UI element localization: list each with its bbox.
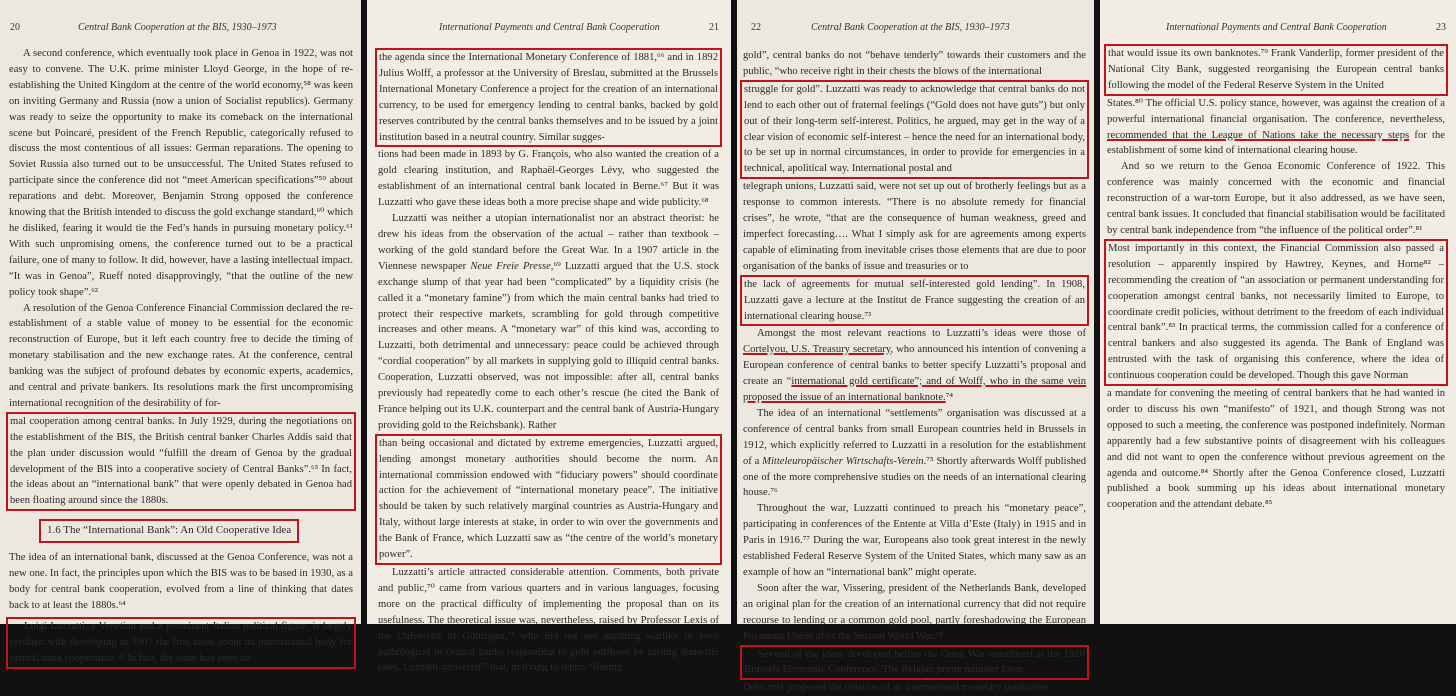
highlight-box: mal cooperation among central banks. In July 1929, during the negotiations on the establishment of the BIS, the British central banker Charles Addis said that the plan under discussion would “fulfill the dream of Genoa by the gradual development of the BIS into a cooperative society of Central Banks”.⁶³ In fact, the ideas about an “international bank” that were openly debated in Genoa had been floating around since the 1880s. — [6, 412, 356, 511]
paragraph — [1107, 96, 1445, 160]
italic-text: Neue Freie Presse — [470, 260, 551, 272]
highlight-box: Most importantly in this context, the Financial Commission also passed a resolution – apparently inspired by Hawtrey, Keynes, and Horne⁸² – recommending the creation of “an association or permanent understanding for cooperation amongst central banks, not necessarily limited to Europe, to coordinate credit policies, without detriment to the freedom of each individual central bank”.⁸³ In practical terms, the commission called for a conference of central bankers and also suggested its agenda. The Bank of England was entrusted with the task of organising this conference, where the idea of continuous cooperation could be developed. Though this gave Norman — [1104, 239, 1448, 386]
highlight-box: the lack of agreements for mutual self-interested gold lending”. In 1908, Luzzatti gave a lecture at the Institut de France suggesting the creation of an international clearing house.⁷³ — [740, 275, 1089, 327]
paragraph: A resolution of the Genoa Conference Financial Commission declared the re-establishment of a stable value of money to be essential for the economic reconstruction of Europe, but it left each country free to decide the timing of monetary stabilisation and the new exchange rates. At the conference, central banking was the subject of profound debates by economic experts, academics, and central and private bankers. Its resolutions mark the first uncompromising international recognition of the desirability of for- — [9, 302, 353, 409]
running-title: Central Bank Cooperation at the BIS, 1930–1973 — [811, 22, 1010, 33]
page-body — [1107, 44, 1445, 624]
paragraph: a mandate for convening the meeting of central bankers that he had wanted in order to discuss his own “manifesto” of 1921, and though Strong was not opposed to such a meeting, the conference was postponed indefinitely. Norman apparently had a few substantive points of disagreement with his colleagues and did not want to open the conference without previous agreement on the agenda and outcome.⁸⁴ Shortly after the Genoa Conference closed, Luzzatti published a book summing up his ideas about international monetary cooperation and the attendant debate.⁸⁵ — [1107, 388, 1445, 511]
text-run: Amongst the most relevant reactions to Luzzatti’s ideas were those of — [757, 328, 1086, 340]
page-body — [743, 48, 1087, 694]
paragraph: And so we return to the Genoa Economic Conference of 1922. This conference was mainly concerned with the economic and financial reconstruction of a war-torn Europe, but it also addressed, as we have seen, central bank issues. It concluded that financial stabilisation would be facilitated by central bank independence from “the influence of the political order”.⁸¹ — [1107, 161, 1445, 236]
paragraph: The idea of an international bank, discussed at the Genoa Conference, was not a new one. In fact, the principles upon which the BIS was to be based in 1930, as a body for central bank cooperation, evolved from a line of thinking that dates back to at least the 1880s.⁶⁴ — [9, 552, 353, 611]
italic-text: Mitteleuropäischer Wirtschafts-Verein — [762, 455, 924, 467]
page-22 — [737, 0, 1094, 694]
page-body — [378, 48, 720, 674]
running-title: International Payments and Central Bank Cooperation — [1166, 22, 1387, 33]
page-21 — [367, 0, 731, 674]
paragraph: Throughout the war, Luzzatti continued to preach his “monetary peace”, participating in conferences of the Entente at Villa d’Este (Italy) in 1915 and in Paris in 1916.⁷⁷ During the war, Europeans also took great interest in the newly established Federal Reserve System of the United States, which many saw as an example of how an “international bank” might operate. — [743, 503, 1086, 578]
paragraph: Soon after the war, Vissering, president of the Netherlands Bank, developed an original plan for the creation of an international currency that did not require recourse to lending or a common gold pool, partly foreshadowing the European Payments Union after the Second World War.⁷⁸ — [743, 582, 1086, 642]
underlined-text: international gold certificate”; and of Wolff, who in the same vein proposed the issue of an international banknote. — [743, 376, 1087, 404]
text-run: for the establishment of some kind of international clearing house. — [1107, 129, 1445, 157]
highlight-box: Several of the ideas developed before the Great War resurfaced at the 1920 Brussels Economic Conference. The Belgian prime minister Léon — [740, 645, 1089, 681]
running-title: International Payments and Central Bank Cooperation — [439, 22, 660, 33]
page-number: 23 — [1436, 22, 1446, 33]
underlined-text: Cortelyou, U.S. Treasury secretary — [743, 344, 891, 356]
paragraph — [378, 211, 719, 434]
highlight-box: than being occasional and dictated by extreme emergencies, Luzzatti argued, lending amongst monetary authorities should become the norm. An international commission endowed with “fiduciary powers” should coordinate action for the achievement of “international monetary peace”. The initiative should be taken by such relatively marginal countries as Austria-Hungary and Italy, without large interests at stake, in order to win over the governments and the Bank of France, which Luzzatti saw as “the centre of the world’s monetary power”. — [375, 434, 722, 565]
page-20 — [0, 0, 361, 664]
highlight-box: the agenda since the International Monetary Conference of 1881,⁶⁶ and in 1892 Julius Wolff, a professor at the University of Breslau, submitted at the Brussels International Monetary Conference a project for the creation of an international currency, to be used for emergency lending to central banks, backed by gold reserves contributed by the central banks themselves and to be issued by a joint institution based in a neutral country. Similar sugges- — [375, 48, 722, 147]
text-run: .⁷⁵ Shortly afterwards Wolff published one of the more comprehensive studies on the needs of an international clearing house.⁷⁶ — [743, 455, 1086, 499]
paragraph: Luzzatti’s article attracted considerable attention. Comments, both private and public,⁷⁰ came from various quarters and in various languages, focusing more on the practical difficulty of implementing the proposal than on its usefulness. The theoretical issue was, nevertheless, raised by Professor Lexis of the University of Göttingen,⁷¹ who did not see anything warlike or even pathological in central banks responding to gold outflows by raising domestic rates. Luzzatti answered⁷² that, in trying to retain “fleeing — [378, 567, 719, 674]
paragraph: tions had been made in 1893 by G. François, who also wanted the creation of a gold clearing institution, and Raphaël-Georges Lévy, who suggested the establishment of an international central bank located in Berne.⁶⁷ But it was Luzzatti who gave these ideas both a more precise shape and wide publicity.⁶⁸ — [378, 149, 719, 209]
highlight-box: Luigi Luzzatti, a Venetian and a prominent Italian political figure, is largely credited with developing in 1907 the first ideas about an international body for central bank cooperation.⁶⁵ In fact, the issue had been on — [6, 617, 356, 669]
underlined-text: recommended that the League of Nations take the necessary steps — [1107, 129, 1410, 141]
text-run: , who announced his intention of convening a European conference of central banks to better specify Luzzatti’s proposal and create an “ — [743, 344, 1086, 388]
paragraph: telegraph unions, Luzzatti said, were not set up out of brotherly feelings but as a response to common interests. “There is no absolute remedy for financial crises”, he wrote, “that are the consequence of human weakness, greed and imperfect forecasting…. What I simply ask for are agreements among experts capable of eliminating from inevitable crises those elements that are due to poor organisation of the banks of issue and treasuries or to — [743, 181, 1086, 272]
text-run: Luzzatti was neither a utopian internationalist nor an abstract theorist: he drew his ideas from the observation of the actual – rather than textbook – working of the gold standard before the Great War. In a 1907 article in the Viennese newspaper — [378, 213, 719, 272]
text-run: ,⁶⁹ Luzzatti argued that the U.S. stock exchange slump of that year had been “complicated” by a liquidity crisis (he called it a “monetary famine”) from which the main central banks had tried to protect their respective markets, scrambling for gold through competitive increases and other means. A “monetary war” of this kind was, according to Luzzatti, both detrimental and unnecessary: peace could be achieved through “cordial cooperation” by all markets in supplying gold to illiquid central banks. Cooperation, Luzzatti observed, was not impossible: after all, central banks previously had repeatedly come to each other’s rescue (he cited the Bank of France helping out its U.K. counterpart and the central bank of Austria-Hungary providing gold to the Reichsbank). Rather — [378, 260, 720, 431]
text-run: ⁷⁴ — [945, 392, 954, 404]
highlight-box: struggle for gold”. Luzzatti was ready to acknowledge that central banks do not lend to each other out of fraternal feelings (“Gold does not have guts”) but only out of their long-term self-interest. Politics, he argued, may get in the way of a clear vision of economic self-interest – hence the need for an international body, to be set up in normal circumstances, in order to provide for emergencies in a technical, apolitical way. International postal and — [740, 80, 1089, 179]
paragraph — [743, 406, 1086, 501]
text-run: The idea of an international “settlements” organisation was discussed at a conference of central banks from small European countries held in Brussels in 1912, which explicitly referred to Luzzatti in a resolution for the establishment of a — [743, 407, 1086, 467]
page-body — [9, 46, 353, 664]
page-number: 20 — [10, 22, 20, 33]
highlight-box: that would issue its own banknotes.⁷⁹ Frank Vanderlip, former president of the National City Bank, suggested reorganising the European central banks following the model of the Federal Reserve System in the United — [1104, 44, 1448, 96]
paragraph: gold”, central banks do not “behave tenderly” towards their customers and the public, “who receive right in their chests the blows of the international — [743, 50, 1086, 77]
running-title: Central Bank Cooperation at the BIS, 1930–1973 — [78, 22, 277, 33]
page-number: 21 — [709, 22, 719, 33]
paragraph: A second conference, which eventually took place in Genoa in 1922, was not easy to convene. The U.K. prime minister Lloyd George, in the hope of re-establishing the United Kingdom at the centre of the world economy,⁵⁸ was keen on inviting Germany and Russia (now a union of Socialist republics). Germany was ready to seize the opportunity to make its comeback on the international scene but Poincaré, president of the French Republic, categorically refused to discuss the most contentious of all issues: German reparations. The opening to Soviet Russia also turned out to be unsuccessful. The United States refused to participate since the conference did not “meet American specifications”⁵⁹ about reparations and debt. Moreover, Benjamin Strong opposed the conference knowing that the British intended to discuss the gold exchange standard,⁶⁰ which he disliked, fearing it would tie the Fed’s hands in pursuing monetary policy.⁶¹ With such unpromising omens, the conference turned out to be a practical failure, one of many to follow. It did, however, have a lasting intellectual impact. “It was in Genoa”, Rueff noted disapprovingly, “that the outline of the new policy took shape”.⁶² — [9, 48, 353, 298]
page-23 — [1100, 0, 1456, 624]
paragraph — [743, 326, 1086, 406]
section-heading: 1.6 The “International Bank”: An Old Cooperative Idea — [39, 519, 299, 543]
paragraph: Delacroix proposed the creation of an international monetary institution — [743, 682, 1048, 694]
page-number: 22 — [751, 22, 761, 33]
text-run: States.⁸⁰ The official U.S. policy stance, however, was against the creation of a powerful international financial organisation. The conference, nevertheless, — [1107, 97, 1445, 125]
